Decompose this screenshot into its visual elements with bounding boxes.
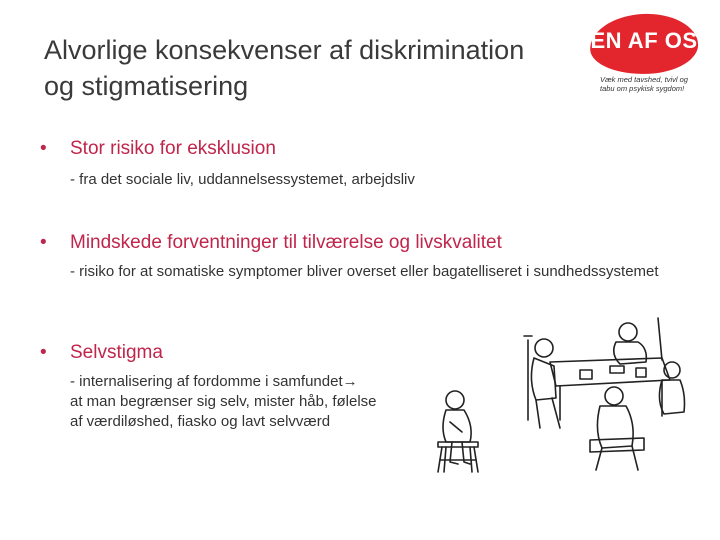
bullet-sub-3-line-3: af værdiløshed, fiasko og lavt selvværd bbox=[70, 413, 331, 430]
arrow-right-icon: → bbox=[342, 373, 358, 390]
bullet-sub-3-line-1-text: - internalisering af fordomme i samfundet bbox=[70, 373, 343, 390]
bullet-heading-3: Selvstigma bbox=[70, 342, 163, 363]
en-af-os-logo bbox=[586, 14, 708, 106]
bullet-sub-3 bbox=[70, 372, 450, 432]
logo-tagline-line-1: Væk med tavshed, tvivl og bbox=[600, 75, 688, 84]
bullet-dot-icon: • bbox=[40, 138, 47, 159]
logo-tagline bbox=[600, 75, 706, 93]
bullet-sub-1: - fra det sociale liv, uddannelsessystemet, arbejdsliv bbox=[70, 171, 415, 188]
bullet-sub-3-line-2: at man begrænser sig selv, mister håb, følelse bbox=[70, 393, 377, 410]
bullet-heading-2: Mindskede forventninger til tilværelse og livskvalitet bbox=[70, 232, 502, 253]
bullet-sub-3-line-1 bbox=[70, 372, 450, 392]
logo-name: EN AF OS bbox=[590, 28, 698, 53]
slide-title bbox=[44, 32, 584, 104]
bullet-heading-1: Stor risiko for eksklusion bbox=[70, 138, 276, 159]
title-line-2: og stigmatisering bbox=[44, 71, 249, 101]
people-table-sketch-icon bbox=[400, 310, 690, 480]
bullet-dot-icon: • bbox=[40, 342, 47, 363]
title-line-1: Alvorlige konsekvenser af diskrimination bbox=[44, 35, 525, 65]
bullet-dot-icon: • bbox=[40, 232, 47, 253]
logo-tagline-line-2: tabu om psykisk sygdom! bbox=[600, 84, 685, 93]
bullet-sub-2: - risiko for at somatiske symptomer bliver overset eller bagatelliseret i sundhedssystemet bbox=[70, 263, 659, 280]
